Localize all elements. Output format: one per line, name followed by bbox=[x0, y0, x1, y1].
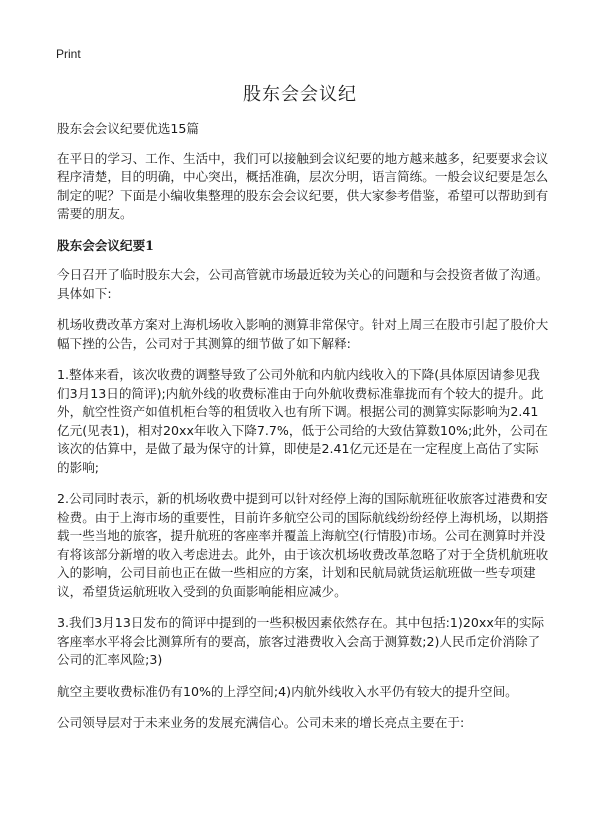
body-paragraph: 3.我们3月13日发布的简评中提到的一些积极因素依然存在。其中包括:1)20xx年的实际客座率水平将会比测算所有的要高，旅客过港费收入会高于测算数;2)人民币定价消除了公司的汇率风险;3) bbox=[57, 615, 545, 667]
document-body bbox=[57, 120, 549, 746]
body-paragraph: 公司领导层对于未来业务的发展充满信心。公司未来的增长亮点主要在于: bbox=[57, 715, 465, 730]
body-paragraph: 机场收费改革方案对上海机场收入影响的测算非常保守。针对上周三在股市引起了股价大幅下挫的公告，公司对于其测算的细节做了如下解释: bbox=[57, 317, 549, 351]
document-subtitle: 股东会会议纪要优选15篇 bbox=[57, 121, 199, 136]
document-title: 股东会会议纪 bbox=[243, 84, 357, 105]
intro-paragraph: 在平日的学习、工作、生活中，我们可以接触到会议纪要的地方越来越多，纪要要求会议程序清楚，目的明确，中心突出，概括准确，层次分明，语言简练。一般会议纪要是怎么制定的呢？下面是小编收集整理的股东会会议纪要，供大家参考借鉴，希望可以帮助到有需要的朋友。 bbox=[57, 150, 549, 221]
body-paragraph: 2.公司同时表示，新的机场收费中提到可以针对经停上海的国际航班征收旅客过港费和安检费。由于上海市场的重要性，目前许多航空公司的国际航线纷纷经停上海机场，以期搭载一些当地的旅客，提升航班的客座率并覆盖上海航空(行情股)市场。公司在测算时并没有将该部分新增的收入考虑进去。此外，由于该次机场收费改革忽略了对于全货机航班收入的影响，公司目前也正在做一些相应的方案，计划和民航局就货运航班做一些专项建议，希望货运航班收入受到的负面影响能相应减少。 bbox=[57, 491, 549, 599]
body-paragraph: 今日召开了临时股东大会，公司高管就市场最近较为关心的问题和与会投资者做了沟通。具体如下: bbox=[57, 267, 549, 301]
print-link[interactable]: Print bbox=[56, 47, 81, 61]
body-paragraph: 航空主要收费标准仍有10%的上浮空间;4)内航外线收入水平仍有较大的提升空间。 bbox=[57, 683, 518, 699]
body-paragraph: 1.整体来看，该次收费的调整导致了公司外航和内航内线收入的下降(具体原因请参见我们3月13日的简评);内航外线的收费标准由于向外航收费标准靠拢而有个较大的提升。此外，航空性资产如值机柜台等的租赁收入也有所下调。根据公司的测算实际影响为2.41亿元(见表1)，相对20xx年收入下降7.7%，低于公司给的大致估算数10%;此外，公司在该次的估算中，是做了最为保守的计算，即使是2.41亿元还是在一定程度上高估了实际的影响; bbox=[57, 367, 548, 475]
section-heading: 股东会会议纪要1 bbox=[57, 237, 154, 253]
